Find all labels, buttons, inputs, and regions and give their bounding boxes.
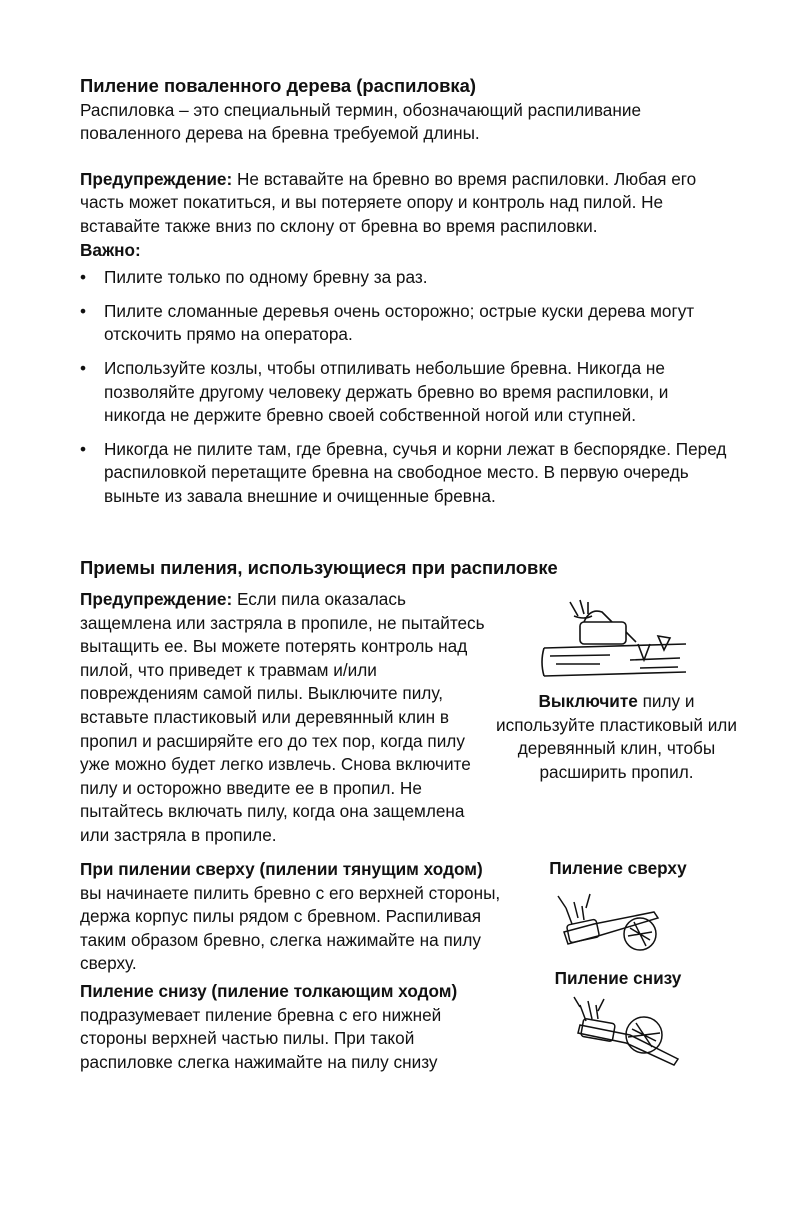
list-item: • Используйте козлы, чтобы отпиливать небольшие бревна. Никогда не позволяйте другому человеку держать бревно во время распиловки, и никогда не держите бревно своей собственной ногой или ступней. (80, 357, 730, 428)
top-cut-paragraph: При пилении сверху (пилении тянущим ходом) вы начинаете пилить бревно с его верхней стороны, держа корпус пилы рядом с бревном. Распиливая таким образом бревно, слегка нажимайте на пилу сверху. (80, 859, 501, 974)
warning-label: Предупреждение: (80, 589, 233, 609)
bucking-warning (80, 168, 730, 239)
top-cut-label: Пиление сверху (549, 858, 687, 878)
wedge-illustration (540, 598, 690, 688)
section-bucking (80, 74, 730, 519)
list-item: • Пилите сломанные деревья очень осторожно; острые куски дерева могут отскочить прямо на оператора. (80, 300, 730, 347)
section-techniques-title (80, 556, 740, 580)
bucking-definition: Распиловка – это специальный термин, обозначающий распиливание поваленного дерева на бревна требуемой длины. (80, 99, 642, 144)
bottom-cut-paragraph: Пиление снизу (пиление толкающим ходом) подразумевает пиление бревна с его нижней стороны верхней частью пилы. При такой распиловке слегка нажимайте на пилу снизу (80, 981, 458, 1072)
pinch-warning (80, 588, 495, 848)
warning-label: Предупреждение: (80, 168, 233, 189)
top-cut-illustration (554, 888, 664, 956)
bottom-cut-label: Пиление снизу (554, 968, 682, 988)
warning-text: Не вставайте на бревно во время распиловки. Любая его часть может покатиться, и вы потеряете опору и контроль над пилой. Не вставайте также вниз по склону от бревна во время распиловки. (80, 168, 697, 236)
section-title-bucking: Пиление поваленного дерева (распиловка) (80, 75, 476, 96)
important-list (80, 266, 730, 508)
list-item: • Пилите только по одному бревну за раз. (80, 266, 730, 290)
important-label: Важно: (80, 239, 141, 260)
bottom-cut-illustration (570, 995, 685, 1073)
section-title-techniques: Приемы пиления, использующиеся при распиловке (80, 557, 558, 578)
list-item: • Никогда не пилите там, где бревна, сучья и корни лежат в беспорядке. Перед распиловкой перетащите бревна на свободное место. В первую очередь выньте из завала внешние и очищенные бревна. (80, 438, 730, 509)
wedge-caption: Выключите пилу и используйте пластиковый или деревянный клин, чтобы расширить пропил. (496, 691, 737, 782)
warning-text: Если пила оказалась защемлена или застряла в пропиле, не пытайтесь вытащить ее. Вы можете потерять контроль над пилой, что приведет к травмам и/или повреждениям самой пилы. Выключите пилу, вставьте пластиковый или деревянный клин в пропил и расширяйте его до тех пор, когда пилу уже можно будет легко извлечь. Снова включите пилу и осторожно введите ее в пропил. Не пытайтесь включать пилу, когда она защемлена или застряла в пропиле. (80, 589, 485, 845)
